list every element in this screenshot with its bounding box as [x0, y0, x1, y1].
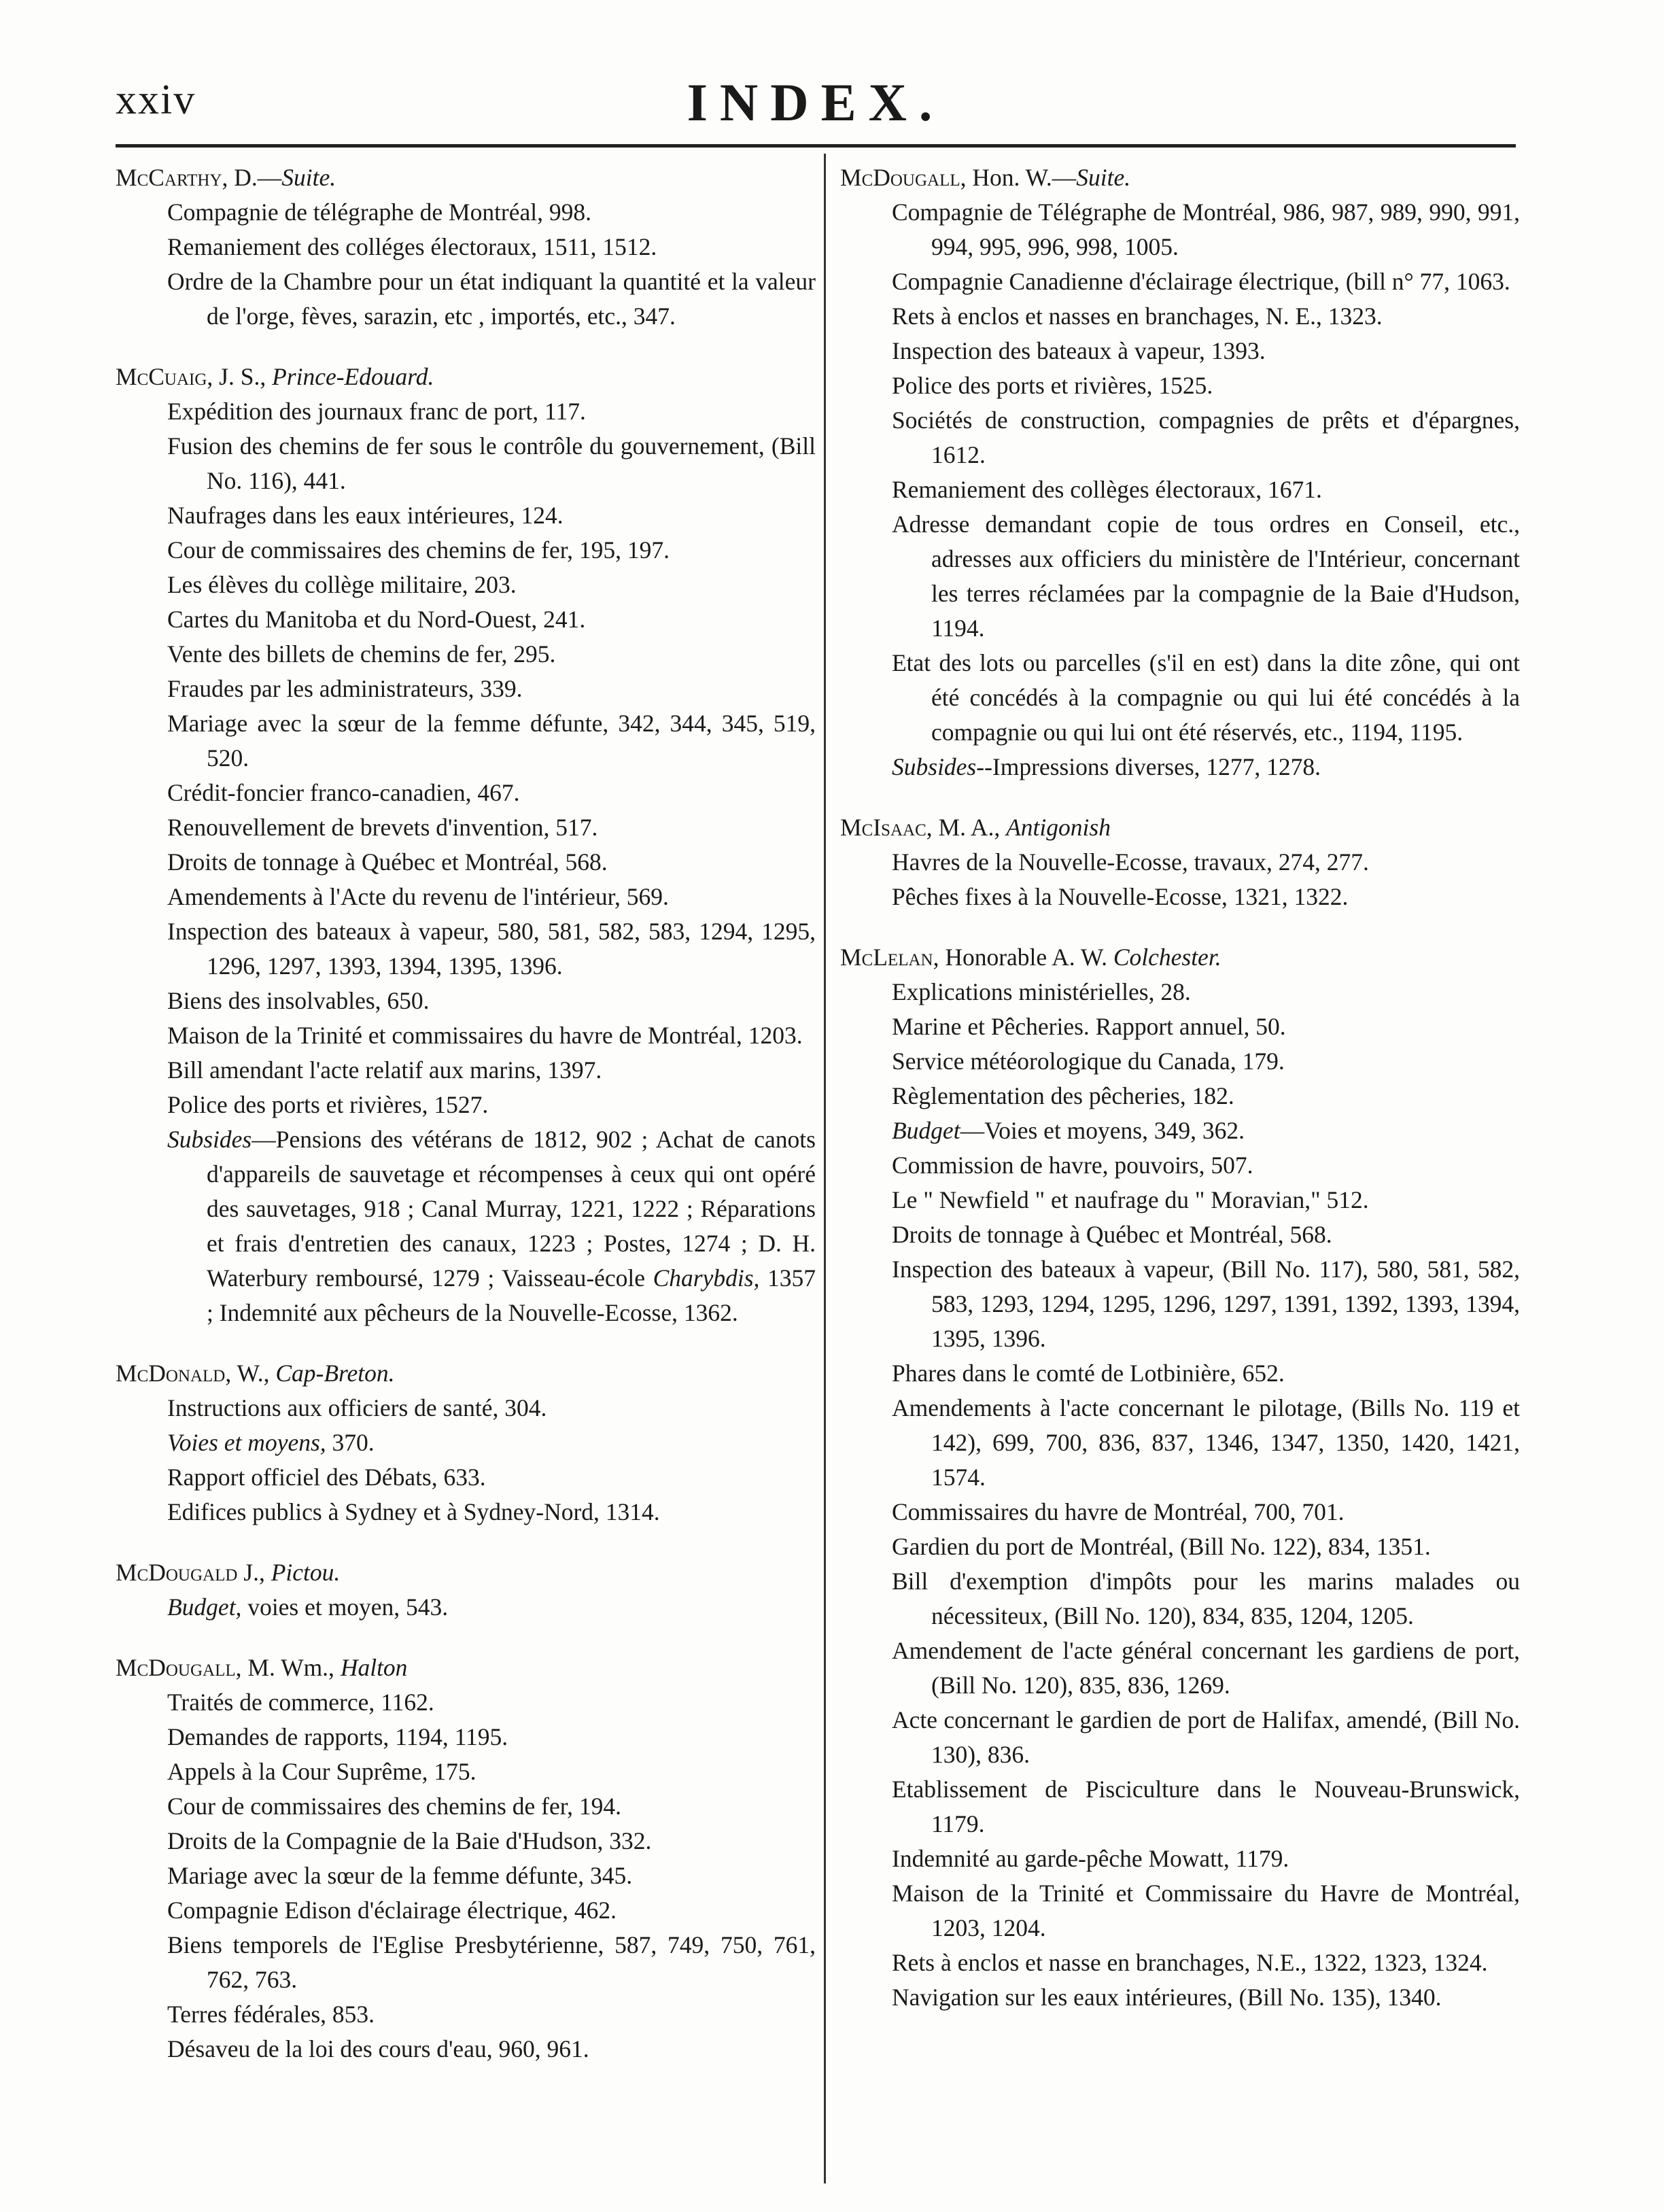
- member-initials: , M. Wm.,: [235, 1654, 341, 1681]
- item-italic: Budget,: [167, 1593, 242, 1621]
- index-item: Naufrages dans les eaux intérieures, 124.: [167, 502, 564, 529]
- index-item: Biens temporels de l'Eglise Presbytérienne, 587, 749, 750, 761, 762, 763.: [167, 1931, 816, 1993]
- index-item: [840, 975, 1520, 1009]
- index-item: [116, 1425, 816, 1460]
- member-name: McDougall: [840, 164, 960, 191]
- member-initials: , M. A.,: [926, 814, 1007, 841]
- index-item: Fraudes par les administrateurs, 339.: [167, 675, 523, 702]
- index-item: Cour de commissaires des chemins de fer, 194.: [167, 1793, 621, 1820]
- item-text: Gardien du port de Montréal, (Bill No. 122), 834, 1351.: [892, 1533, 1431, 1560]
- item-text: Rapport officiel des Débats, 633.: [167, 1464, 486, 1491]
- index-item: [116, 1495, 816, 1530]
- member-name: McDougall: [116, 1654, 236, 1681]
- item-text: Marine et Pêcheries. Rapport annuel, 50.: [892, 1013, 1286, 1040]
- index-item: [840, 1980, 1520, 2015]
- index-item: [840, 1148, 1520, 1183]
- item-text: Edifices publics à Sydney et à Sydney-Nord, 1314.: [167, 1498, 660, 1525]
- subsides-text-end: 1357 ; Indemnité aux pêcheurs de la Nouvelle-Ecosse, 1362.: [207, 1264, 816, 1326]
- index-entry: [116, 1555, 816, 1625]
- entry-heading: [840, 810, 1520, 845]
- member-name: McDonald: [116, 1360, 226, 1387]
- item-text: Explications ministérielles, 28.: [892, 978, 1191, 1005]
- member-name: McIsaac: [840, 814, 926, 841]
- right-column: [840, 160, 1520, 2041]
- subsides-label: Subsides: [892, 753, 977, 780]
- item-text: Indemnité au garde-pêche Mowatt, 1179.: [892, 1845, 1289, 1872]
- member-initials: , J. S.,: [207, 363, 273, 390]
- member-name: McLelan: [840, 944, 933, 971]
- index-item: Fusion des chemins de fer sous le contrôle du gouvernement, (Bill No. 116), 441.: [167, 432, 816, 494]
- member-riding: Antigonish: [1006, 814, 1111, 841]
- item-text: voies et moyen, 543.: [241, 1593, 449, 1621]
- item-text: Phares dans le comté de Lotbinière, 652.: [892, 1360, 1285, 1387]
- index-item: [116, 1590, 816, 1625]
- entry-heading: [840, 160, 1520, 195]
- index-item: [840, 1217, 1520, 1252]
- index-item: Vente des billets de chemins de fer, 295.: [167, 640, 556, 668]
- index-item: Droits de tonnage à Québec et Montréal, 568.: [167, 848, 608, 876]
- index-item: Inspection des bateaux à vapeur, 1393.: [892, 337, 1266, 364]
- index-item: Amendements à l'Acte du revenu de l'intérieur, 569.: [167, 883, 669, 910]
- index-item: [840, 1252, 1520, 1356]
- index-item: [840, 1044, 1520, 1079]
- column-divider: [824, 154, 826, 2183]
- index-item: Cartes du Manitoba et du Nord-Ouest, 241.: [167, 606, 586, 633]
- item-text: Le " Newfield " et naufrage du " Moravian," 512.: [892, 1186, 1369, 1213]
- subsides-item: [840, 750, 1520, 784]
- index-entry: [116, 360, 816, 1330]
- index-item: Terres fédérales, 853.: [167, 2001, 375, 2028]
- page-title: INDEX.: [687, 73, 945, 132]
- index-item: [840, 1391, 1520, 1495]
- index-item: Ordre de la Chambre pour un état indiquant la quantité et la valeur de l'orge, fèves, sarazin, etc , importés, etc., 347.: [167, 268, 816, 330]
- index-item: Adresse demandant copie de tous ordres en Conseil, etc., adresses aux officiers du ministère de l'Intérieur, concernant les terres réclamées par la compagnie de la Baie d'Hudson, 1194.: [892, 511, 1520, 642]
- index-item: [840, 1634, 1520, 1703]
- index-item: Havres de la Nouvelle-Ecosse, travaux, 274, 277.: [892, 848, 1369, 876]
- index-item: Cour de commissaires des chemins de fer, 195, 197.: [167, 536, 670, 564]
- item-text: Commissaires du havre de Montréal, 700, 701.: [892, 1498, 1345, 1525]
- index-item: [840, 1183, 1520, 1217]
- member-name: McDougald: [116, 1559, 238, 1586]
- member-riding: Halton: [340, 1654, 408, 1681]
- subsides-text: --Impressions diverses, 1277, 1278.: [976, 753, 1321, 780]
- index-item: Biens des insolvables, 650.: [167, 987, 430, 1014]
- index-item: Demandes de rapports, 1194, 1195.: [167, 1723, 508, 1750]
- item-text: Règlementation des pêcheries, 182.: [892, 1082, 1234, 1109]
- index-entry: [840, 160, 1520, 784]
- entry-heading: [116, 1555, 816, 1590]
- ship-name: Charybdis,: [653, 1264, 760, 1292]
- member-name: McCarthy: [116, 164, 222, 191]
- index-item: Désaveu de la loi des cours d'eau, 960, 961.: [167, 2035, 589, 2062]
- page-number: xxiv: [116, 77, 196, 123]
- member-initials: , Honorable A. W.: [933, 944, 1113, 971]
- header-rule: [116, 144, 1516, 148]
- index-item: Inspection des bateaux à vapeur, 580, 581, 582, 583, 1294, 1295, 1296, 1297, 1393, 1394, 1395, 1396.: [167, 918, 816, 980]
- item-italic: Budget: [892, 1117, 960, 1144]
- index-item: Appels à la Cour Suprême, 175.: [167, 1758, 476, 1785]
- index-item: Expédition des journaux franc de port, 117.: [167, 398, 586, 425]
- item-text: 370.: [326, 1429, 375, 1456]
- index-item: [840, 1113, 1520, 1148]
- index-entry: [840, 810, 1520, 914]
- index-item: Renouvellement de brevets d'invention, 517.: [167, 814, 598, 841]
- subsides-label: Subsides: [167, 1126, 252, 1153]
- left-column: [116, 160, 816, 2092]
- index-item: Traités de commerce, 1162.: [167, 1689, 434, 1716]
- member-initials: , Hon. W.—: [960, 164, 1077, 191]
- index-item: Police des ports et rivières, 1527.: [167, 1091, 489, 1118]
- entry-heading: [116, 360, 816, 394]
- item-text: Bill d'exemption d'impôts pour les marins malades ou nécessiteux, (Bill No. 120), 834, 835, 1204, 1205.: [892, 1568, 1520, 1629]
- index-item: [840, 1530, 1520, 1564]
- entry-heading: [116, 1356, 816, 1391]
- item-text: Instructions aux officiers de santé, 304.: [167, 1394, 547, 1421]
- item-italic: Voies et moyens,: [167, 1429, 326, 1456]
- item-text: Droits de tonnage à Québec et Montréal, 568.: [892, 1221, 1332, 1248]
- index-item: Compagnie de Télégraphe de Montréal, 986, 987, 989, 990, 991, 994, 995, 996, 998, 1005.: [892, 198, 1520, 260]
- member-riding: Suite.: [1076, 164, 1131, 191]
- index-item: Crédit-foncier franco-canadien, 467.: [167, 779, 520, 806]
- member-riding: Prince-Edouard.: [272, 363, 434, 390]
- item-text: Commission de havre, pouvoirs, 507.: [892, 1152, 1253, 1179]
- item-text: Amendement de l'acte général concernant les gardiens de port, (Bill No. 120), 835, 836, 1269.: [892, 1637, 1520, 1699]
- index-item: Pêches fixes à la Nouvelle-Ecosse, 1321, 1322.: [892, 883, 1349, 910]
- index-item: Compagnie Edison d'éclairage électrique, 462.: [167, 1897, 617, 1924]
- member-initials: , W.,: [225, 1360, 276, 1387]
- index-item: Bill amendant l'acte relatif aux marins, 1397.: [167, 1056, 602, 1084]
- item-text: Rets à enclos et nasse en branchages, N.E., 1322, 1323, 1324.: [892, 1949, 1488, 1976]
- member-riding: Pictou.: [271, 1559, 341, 1586]
- item-text: Amendements à l'acte concernant le pilotage, (Bills No. 119 et 142), 699, 700, 836, 837, 1346, 1347, 1350, 1420, 1421, 1574.: [892, 1394, 1520, 1491]
- item-text: Acte concernant le gardien de port de Halifax, amendé, (Bill No. 130), 836.: [892, 1706, 1520, 1768]
- index-item: Remaniement des colléges électoraux, 1511, 1512.: [167, 233, 657, 260]
- member-initials: J.,: [237, 1559, 271, 1586]
- entry-heading: [116, 160, 816, 195]
- index-item: Compagnie de télégraphe de Montréal, 998.: [167, 198, 592, 226]
- item-text: Etablissement de Pisciculture dans le Nouveau-Brunswick, 1179.: [892, 1776, 1520, 1837]
- index-item: Rets à enclos et nasses en branchages, N. E., 1323.: [892, 303, 1383, 330]
- item-text: Maison de la Trinité et Commissaire du Havre de Montréal, 1203, 1204.: [892, 1880, 1520, 1941]
- index-item: Etat des lots ou parcelles (s'il en est) dans la dite zône, qui ont été concédés à la compagnie ou qui lui été concédés à la compagnie ou qui lui ont été réservés, etc., 1194, 1195.: [892, 649, 1520, 746]
- index-item: Compagnie Canadienne d'éclairage électrique, (bill n° 77, 1063.: [892, 268, 1510, 295]
- index-item: [840, 1703, 1520, 1772]
- index-item: [840, 1564, 1520, 1634]
- index-item: Police des ports et rivières, 1525.: [892, 372, 1213, 399]
- index-item: [116, 1460, 816, 1495]
- index-item: [840, 1842, 1520, 1876]
- member-initials: , D.—: [222, 164, 282, 191]
- index-entry: [116, 1356, 816, 1530]
- item-text: Service météorologique du Canada, 179.: [892, 1048, 1285, 1075]
- member-riding: Cap-Breton.: [275, 1360, 395, 1387]
- item-text: —Voies et moyens, 349, 362.: [960, 1117, 1245, 1144]
- index-item: [840, 1356, 1520, 1391]
- index-item: Maison de la Trinité et commissaires du havre de Montréal, 1203.: [167, 1022, 803, 1049]
- item-text: Inspection des bateaux à vapeur, (Bill No. 117), 580, 581, 582, 583, 1293, 1294, 1295, 1296, 1297, 1391, 1392, 1393, 1394, 1395, 1396.: [892, 1256, 1520, 1352]
- member-name: McCuaig: [116, 363, 207, 390]
- index-entry: [840, 940, 1520, 2015]
- index-item: Les élèves du collège militaire, 203.: [167, 571, 517, 598]
- index-entry: [116, 1651, 816, 2067]
- index-item: [116, 1391, 816, 1425]
- index-item: Remaniement des collèges électoraux, 1671.: [892, 476, 1322, 503]
- item-text: Navigation sur les eaux intérieures, (Bill No. 135), 1340.: [892, 1984, 1442, 2011]
- index-item: [840, 1079, 1520, 1113]
- index-item: [840, 1495, 1520, 1530]
- index-item: [840, 1876, 1520, 1946]
- index-item: Droits de la Compagnie de la Baie d'Hudson, 332.: [167, 1827, 652, 1854]
- index-item: [840, 1009, 1520, 1044]
- subsides-item: [116, 1122, 816, 1330]
- member-riding: Suite.: [281, 164, 336, 191]
- index-item: Mariage avec la sœur de la femme défunte, 342, 344, 345, 519, 520.: [167, 710, 816, 772]
- index-item: [840, 1946, 1520, 1980]
- index-item: Mariage avec la sœur de la femme défunte, 345.: [167, 1862, 633, 1889]
- index-entry: [116, 160, 816, 334]
- index-item: [840, 1772, 1520, 1842]
- page-header: [116, 73, 1516, 144]
- entry-heading: [840, 940, 1520, 975]
- subsides-text: —Pensions des vétérans de 1812, 902 ; Achat de canots d'appareils de sauvetage et récompenses à ceux qui ont opéré des sauvetages, 918 ; Canal Murray, 1221, 1222 ; Réparations et frais d'entretien des canaux, 1223 ; Postes, 1274 ; D. H. Waterbury remboursé, 1279 ; Vaisseau-école: [207, 1126, 816, 1292]
- member-riding: Colchester.: [1113, 944, 1221, 971]
- index-item: Sociétés de construction, compagnies de prêts et d'épargnes, 1612.: [892, 407, 1520, 468]
- entry-heading: [116, 1651, 816, 1685]
